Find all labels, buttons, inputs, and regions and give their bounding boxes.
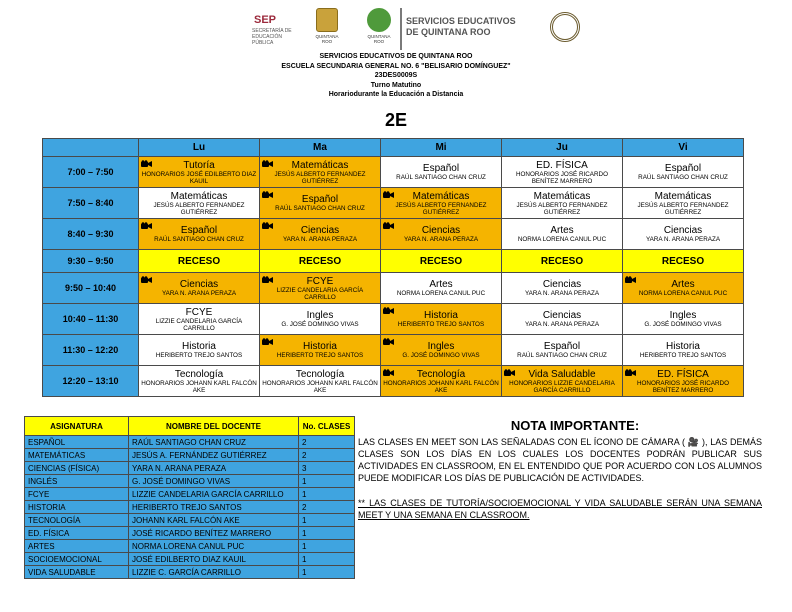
meet-class-cell <box>260 219 381 250</box>
class-teacher: HONORARIOS JOSÉ RICARDO BENÍTEZ MARRERO <box>515 170 608 185</box>
legend-header-row <box>25 417 355 436</box>
class-teacher: NORMA LORENA CANUL PUC <box>638 290 728 297</box>
legend-row <box>25 475 355 488</box>
legend-subject: VIDA SALUDABLE <box>25 566 129 579</box>
class-teacher: YARA N. ARANA PERAZA <box>161 290 237 297</box>
recess-cell: RECESO <box>502 250 623 273</box>
meet-class-cell <box>260 273 381 304</box>
header-schedule-type: Horariodurante la Educación a Distancia <box>328 91 464 98</box>
seq-logo-line2: DE QUINTANA ROO <box>406 27 491 37</box>
class-subject: Ingles <box>306 310 334 321</box>
class-subject: Tecnología <box>295 368 345 380</box>
class-subject: Artes <box>671 279 695 290</box>
classroom-class-cell <box>139 366 260 397</box>
legend-classes: 1 <box>299 488 355 501</box>
legend-classes: 2 <box>299 501 355 514</box>
class-teacher: JESÚS ALBERTO FERNANDEZ GUTIÉRREZ <box>153 201 245 216</box>
note-title: NOTA IMPORTANTE: <box>510 418 640 433</box>
class-subject: Ciencias <box>179 279 219 290</box>
sep-logo <box>250 8 294 50</box>
schedule-row <box>43 273 744 304</box>
note-paragraph-meet: LAS CLASES EN MEET SON LAS SEÑALADAS CON EL ÍCONO DE CÁMARA ( 🎥 ), LAS DEMÁS CLASES SON LOS DÍAS EN LOS CUALES LOS DOCENTES PODRÁN PUBLICAR SUS ACTIVIDADES EN CLASSROOM, EN EL ENTENDIDO QUE POR ACUERDO CON LOS ALUMNOS PUEDE MODIFICAR LOS DÍAS DE PUBLICACIÓN DE ACTIVIDADES. <box>358 437 762 483</box>
class-subject: Matemáticas <box>170 190 228 202</box>
class-subject: Historia <box>424 310 458 321</box>
tree-emblem-icon <box>367 8 391 32</box>
legend-header-subject: ASIGNATURA <box>25 417 129 436</box>
day-header: Vi <box>623 139 744 157</box>
header-shift: Turno Matutino <box>370 81 422 89</box>
class-subject: Historia <box>303 341 337 352</box>
legend-row <box>25 527 355 540</box>
legend-teacher: JESÚS A. FERNÁNDEZ GUTIÉRREZ <box>129 449 299 462</box>
recess-cell: RECESO <box>381 250 502 273</box>
legend-teacher: G. JOSÉ DOMINGO VIVAS <box>129 475 299 488</box>
legend-subject: MATEMÁTICAS <box>25 449 129 462</box>
class-subject: Ciencias <box>421 225 461 236</box>
classroom-class-cell <box>502 219 623 250</box>
schedule-table <box>42 138 744 397</box>
legend-teacher: RAÚL SANTIAGO CHAN CRUZ <box>129 436 299 449</box>
class-subject: Tecnología <box>174 368 224 380</box>
sep-logo-subtitle: SECRETARÍA DE EDUCACIÓN PÚBLICA <box>252 28 292 46</box>
class-subject: Español <box>422 163 460 174</box>
classroom-class-cell <box>139 304 260 335</box>
legend-subject: CIENCIAS (FÍSICA) <box>25 462 129 475</box>
class-teacher: HERIBERTO TREJO SANTOS <box>155 352 243 359</box>
legend-classes: 2 <box>299 436 355 449</box>
classroom-class-cell <box>502 188 623 219</box>
class-subject: Ingles <box>427 341 455 352</box>
classroom-class-cell <box>139 335 260 366</box>
meet-class-cell <box>139 157 260 188</box>
class-teacher: YARA N. ARANA PERAZA <box>524 290 600 297</box>
quintana-roo-tree-logo <box>363 8 395 50</box>
class-teacher: JESÚS ALBERTO FERNANDEZ GUTIÉRREZ <box>637 201 729 216</box>
legend-subject: ED. FÍSICA <box>25 527 129 540</box>
schedule-row <box>43 219 744 250</box>
classroom-class-cell <box>623 157 744 188</box>
class-subject: Matemáticas <box>412 190 470 202</box>
legend-teacher: JOHANN KARL FALCÓN AKE <box>129 514 299 527</box>
classroom-class-cell <box>502 157 623 188</box>
recess-cell: RECESO <box>260 250 381 273</box>
time-slot: 12:20 – 13:10 <box>43 366 139 397</box>
class-teacher: HONORARIOS JOHANN KARL FALCÓN AKE <box>141 379 257 394</box>
class-teacher: NORMA LORENA CANUL PUC <box>396 290 486 297</box>
seal-icon <box>550 12 580 42</box>
class-teacher: YARA N. ARANA PERAZA <box>524 321 600 328</box>
class-teacher: G. JOSÉ DOMINGO VIVAS <box>281 321 359 328</box>
legend-row <box>25 436 355 449</box>
legend-header-classes: No. CLASES <box>299 417 355 436</box>
legend-row <box>25 449 355 462</box>
legend-teacher: HERIBERTO TREJO SANTOS <box>129 501 299 514</box>
seq-logo-line1: SERVICIOS EDUCATIVOS <box>406 16 516 26</box>
class-teacher: JESÚS ALBERTO FERNANDEZ GUTIÉRREZ <box>516 201 608 216</box>
recess-cell: RECESO <box>623 250 744 273</box>
class-subject: Tecnología <box>416 368 466 380</box>
meet-class-cell <box>139 219 260 250</box>
legend-subject: FCYE <box>25 488 129 501</box>
important-note <box>358 418 762 521</box>
legend-row <box>25 553 355 566</box>
class-subject: Artes <box>429 279 453 290</box>
legend-subject: ARTES <box>25 540 129 553</box>
qroo-caption-2: QUINTANA ROO <box>367 34 391 44</box>
legend-teacher: LIZZIE CANDELARIA GARCÍA CARRILLO <box>129 488 299 501</box>
class-subject: Matemáticas <box>291 159 349 171</box>
class-subject: Historia <box>182 341 216 352</box>
school-seal-logo <box>546 8 584 50</box>
class-subject: Ciencias <box>542 279 582 290</box>
class-teacher: HERIBERTO TREJO SANTOS <box>639 352 727 359</box>
classroom-class-cell <box>623 304 744 335</box>
legend-row <box>25 514 355 527</box>
class-teacher: HONORARIOS JOHANN KARL FALCÓN AKE <box>383 379 499 394</box>
class-subject: Matemáticas <box>533 190 591 202</box>
class-teacher: JESÚS ALBERTO FERNANDEZ GUTIÉRREZ <box>274 170 366 185</box>
time-slot: 10:40 – 11:30 <box>43 304 139 335</box>
class-teacher: RAÚL SANTIAGO CHAN CRUZ <box>517 352 607 359</box>
legend-subject: TECNOLOGÍA <box>25 514 129 527</box>
classroom-class-cell <box>502 304 623 335</box>
meet-class-cell <box>260 335 381 366</box>
class-teacher: HONORARIOS JOSÉ EDILBERTO DIAZ KAUIL <box>141 170 257 185</box>
meet-class-cell <box>623 366 744 397</box>
legend-row <box>25 488 355 501</box>
header-school-code: 23DES0009S <box>374 72 418 79</box>
class-subject: Matemáticas <box>654 190 712 202</box>
meet-class-cell <box>381 304 502 335</box>
day-header: Lu <box>139 139 260 157</box>
legend-classes: 1 <box>299 527 355 540</box>
legend-row <box>25 501 355 514</box>
day-header: Ju <box>502 139 623 157</box>
legend-subject: SOCIOEMOCIONAL <box>25 553 129 566</box>
classroom-class-cell <box>502 335 623 366</box>
corner-cell <box>43 139 139 157</box>
legend-teacher: NORMA LORENA CANUL PUC <box>129 540 299 553</box>
meet-class-cell <box>381 366 502 397</box>
classroom-class-cell <box>623 219 744 250</box>
schedule-row <box>43 335 744 366</box>
class-teacher: RAÚL SANTIAGO CHAN CRUZ <box>638 174 728 181</box>
class-subject: Español <box>301 194 339 205</box>
legend-row <box>25 566 355 579</box>
recess-cell: RECESO <box>139 250 260 273</box>
legend-row <box>25 540 355 553</box>
time-slot: 11:30 – 12:20 <box>43 335 139 366</box>
legend-subject: INGLÉS <box>25 475 129 488</box>
legend-classes: 1 <box>299 553 355 566</box>
day-header: Ma <box>260 139 381 157</box>
note-paragraph-tutoria: ** LAS CLASES DE TUTORÍA/SOCIOEMOCIONAL Y VIDA SALUDABLE SERÁN UNA SEMANA MEET Y UNA SEMANA EN CLASSROOM. <box>358 498 762 520</box>
class-teacher: LIZZIE CANDELARIA GARCÍA CARRILLO <box>276 286 364 301</box>
document-header <box>0 52 792 100</box>
meet-class-cell <box>139 273 260 304</box>
classroom-class-cell <box>260 366 381 397</box>
classroom-class-cell <box>381 157 502 188</box>
sep-logo-text: SEP <box>254 14 277 26</box>
legend-classes: 1 <box>299 540 355 553</box>
class-teacher: HONORARIOS LIZZIE CANDELARIA GARCÍA CARRILLO <box>509 379 615 394</box>
header-institution: SERVICIOS EDUCATIVOS DE QUINTANA ROO <box>319 53 473 60</box>
meet-class-cell <box>260 157 381 188</box>
classroom-class-cell <box>502 273 623 304</box>
schedule-header-row <box>43 139 744 157</box>
meet-class-cell <box>381 335 502 366</box>
legend-classes: 3 <box>299 462 355 475</box>
schedule-row <box>43 188 744 219</box>
class-teacher: RAÚL SANTIAGO CHAN CRUZ <box>396 174 486 181</box>
class-subject: FCYE <box>185 306 213 318</box>
class-teacher: RAÚL SANTIAGO CHAN CRUZ <box>275 205 365 212</box>
classroom-class-cell <box>260 304 381 335</box>
classroom-class-cell <box>623 335 744 366</box>
class-teacher: HONORARIOS JOSÉ RICARDO BENÍTEZ MARRERO <box>636 379 729 394</box>
class-subject: FCYE <box>306 275 334 287</box>
day-header: Mi <box>381 139 502 157</box>
legend-teacher: JOSÉ RICARDO BENÍTEZ MARRERO <box>129 527 299 540</box>
class-teacher: LIZZIE CANDELARIA GARCÍA CARRILLO <box>155 317 243 332</box>
legend-classes: 1 <box>299 475 355 488</box>
class-subject: Vida Saludable <box>528 368 596 380</box>
class-teacher: YARA N. ARANA PERAZA <box>403 236 479 243</box>
state-emblem-icon <box>316 8 338 32</box>
class-teacher: NORMA LORENA CANUL PUC <box>517 236 607 243</box>
time-slot: 7:00 – 7:50 <box>43 157 139 188</box>
legend-header-teacher: NOMBRE DEL DOCENTE <box>129 417 299 436</box>
legend-teacher: JOSÉ EDILBERTO DIAZ KAUIL <box>129 553 299 566</box>
time-slot: 7:50 – 8:40 <box>43 188 139 219</box>
class-teacher: HERIBERTO TREJO SANTOS <box>276 352 364 359</box>
schedule-row <box>43 366 744 397</box>
meet-class-cell <box>623 273 744 304</box>
class-subject: ED. FÍSICA <box>657 368 709 380</box>
meet-class-cell <box>381 188 502 219</box>
schedule-row <box>43 304 744 335</box>
class-teacher: HERIBERTO TREJO SANTOS <box>397 321 485 328</box>
legend-classes: 1 <box>299 566 355 579</box>
legend-subject: HISTORIA <box>25 501 129 514</box>
class-subject: Español <box>180 225 218 236</box>
class-subject: Español <box>543 341 581 352</box>
class-teacher: G. JOSÉ DOMINGO VIVAS <box>644 321 722 328</box>
schedule-row <box>43 157 744 188</box>
meet-class-cell <box>381 219 502 250</box>
class-teacher: RAÚL SANTIAGO CHAN CRUZ <box>154 236 244 243</box>
class-subject: Ciencias <box>542 310 582 321</box>
legend-subject: ESPAÑOL <box>25 436 129 449</box>
legend-classes: 2 <box>299 449 355 462</box>
class-subject: Ciencias <box>300 225 340 236</box>
legend-classes: 1 <box>299 514 355 527</box>
group-title: 2E <box>384 110 408 130</box>
classroom-class-cell <box>623 188 744 219</box>
time-slot: 9:50 – 10:40 <box>43 273 139 304</box>
legend-teacher: LIZZIE C. GARCÍA CARRILLO <box>129 566 299 579</box>
quintana-roo-emblem-logo <box>312 8 342 50</box>
time-slot: 8:40 – 9:30 <box>43 219 139 250</box>
class-subject: Ingles <box>669 310 697 321</box>
teacher-legend-table <box>24 416 355 579</box>
class-teacher: HONORARIOS JOHANN KARL FALCÓN AKE <box>262 379 378 394</box>
class-teacher: YARA N. ARANA PERAZA <box>645 236 721 243</box>
class-subject: ED. FÍSICA <box>536 159 588 171</box>
class-subject: Artes <box>550 225 574 236</box>
classroom-class-cell <box>381 273 502 304</box>
class-teacher: YARA N. ARANA PERAZA <box>282 236 358 243</box>
class-subject: Historia <box>666 341 700 352</box>
classroom-class-cell <box>139 188 260 219</box>
time-slot: 9:30 – 9:50 <box>43 250 139 273</box>
qroo-caption: QUINTANA ROO <box>315 34 339 44</box>
meet-class-cell <box>502 366 623 397</box>
class-teacher: G. JOSÉ DOMINGO VIVAS <box>402 352 480 359</box>
class-teacher: JESÚS ALBERTO FERNANDEZ GUTIÉRREZ <box>395 201 487 216</box>
seq-logo <box>400 8 556 50</box>
class-subject: Español <box>664 163 702 174</box>
legend-teacher: YARA N. ARANA PERAZA <box>129 462 299 475</box>
class-subject: Ciencias <box>663 225 703 236</box>
legend-row <box>25 462 355 475</box>
header-school: ESCUELA SECUNDARIA GENERAL NO. 6 "BELISARIO DOMÍNGUEZ" <box>281 62 511 70</box>
schedule-row <box>43 250 744 273</box>
class-subject: Tutoría <box>183 159 215 171</box>
logo-bar <box>250 8 590 50</box>
meet-class-cell <box>260 188 381 219</box>
